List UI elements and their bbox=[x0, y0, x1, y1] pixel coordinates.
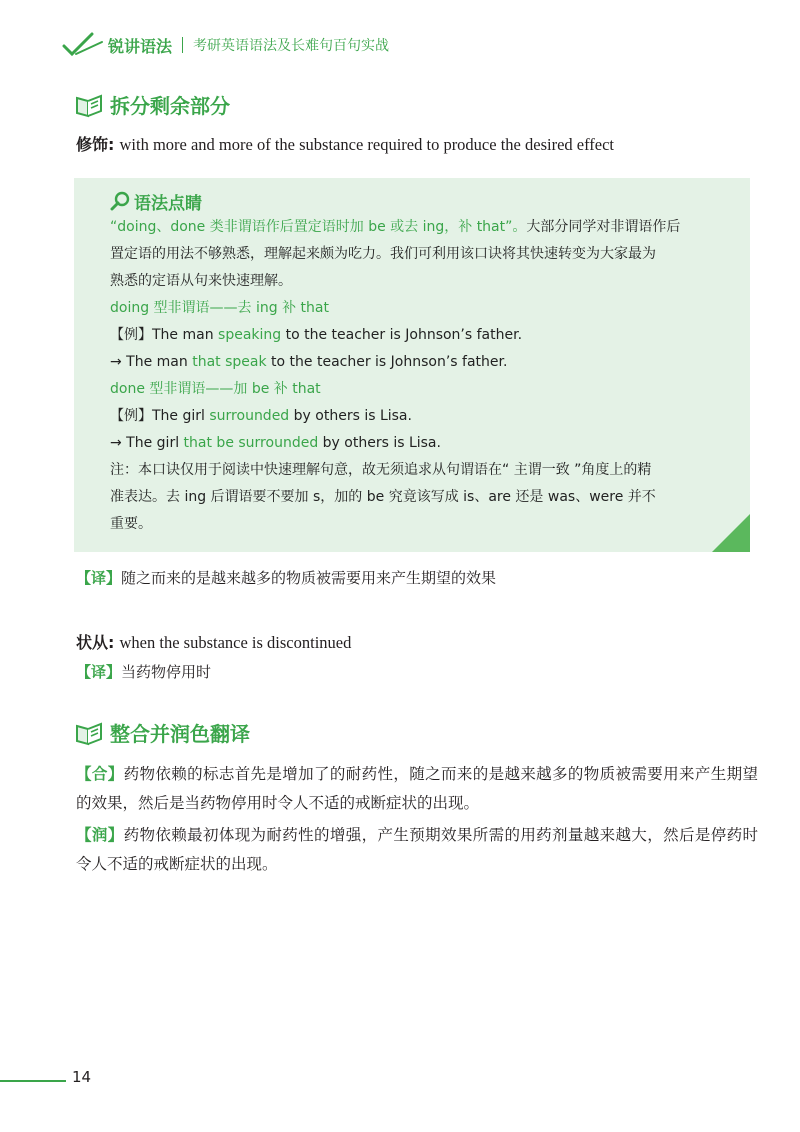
modifier-line bbox=[76, 132, 614, 155]
combined-text: 药物依赖的标志首先是增加了的耐药性，随之而来的是越来越多的物质被需要用来产生期望的效果，然后是当药物停用时令人不适的戒断症状的出现。 bbox=[76, 765, 758, 812]
footer-rule bbox=[0, 1080, 66, 1082]
book-icon bbox=[74, 720, 104, 746]
pen-check-icon bbox=[62, 32, 104, 58]
book-icon bbox=[74, 92, 104, 118]
translation-tag: 【译】 bbox=[76, 663, 122, 681]
example-2-rewrite: → The girl that be surrounded by others is Lisa. bbox=[110, 435, 441, 451]
example-1-rewrite: → The man that speak to the teacher is Johnson’s father. bbox=[110, 354, 508, 370]
section-title-text: 整合并润色翻译 bbox=[110, 722, 250, 746]
adverbial-text: when the substance is discontinued bbox=[119, 633, 352, 652]
modifier-text: with more and more of the substance required to produce the desired effect bbox=[119, 135, 615, 154]
translation-2 bbox=[76, 661, 211, 682]
note-intro-line3: 熟悉的定语从句来快速理解。 bbox=[110, 273, 292, 289]
translation-1 bbox=[76, 567, 496, 588]
translation-tag: 【译】 bbox=[76, 569, 122, 587]
combined-translation bbox=[76, 760, 758, 818]
adverbial-line bbox=[76, 630, 351, 653]
grammar-note-title-text: 语法点睛 bbox=[134, 193, 202, 214]
note-intro-line1: “doing、done 类非谓语作后置定语时加 be 或去 ing，补 that”。大部分同学对非谓语作后 bbox=[110, 219, 681, 235]
polished-translation bbox=[76, 821, 758, 879]
section-title-polish bbox=[74, 718, 250, 747]
translation-text: 当药物停用时 bbox=[121, 663, 212, 681]
doing-rule: doing 型非谓语——去 ing 补 that bbox=[110, 300, 329, 316]
note-corner-fold bbox=[712, 514, 750, 552]
grammar-note-box bbox=[74, 178, 750, 552]
note-line3: 重要。 bbox=[110, 516, 152, 532]
combined-tag: 【合】 bbox=[76, 765, 124, 783]
polished-tag: 【润】 bbox=[76, 826, 124, 844]
magnifier-icon bbox=[110, 191, 130, 211]
example-1: 【例】The man speaking to the teacher is Johnson’s father. bbox=[110, 327, 523, 343]
modifier-label: 修饰: bbox=[76, 135, 115, 154]
grammar-note-title bbox=[110, 188, 714, 214]
polished-text: 药物依赖最初体现为耐药性的增强，产生预期效果所需的用药剂量越来越大，然后是停药时令人不适的戒断症状的出现。 bbox=[76, 826, 758, 873]
section-title-split bbox=[74, 90, 230, 119]
section-title-text: 拆分剩余部分 bbox=[110, 94, 230, 118]
header-divider bbox=[182, 37, 183, 53]
done-rule: done 型非谓语——加 be 补 that bbox=[110, 381, 321, 397]
translation-text: 随之而来的是越来越多的物质被需要用来产生期望的效果 bbox=[121, 569, 497, 587]
note-line1: 注：本口诀仅用于阅读中快速理解句意，故无须追求从句谓语在“ 主谓一致 ”角度上的精 bbox=[110, 462, 652, 478]
note-line2: 准表达。去 ing 后谓语要不要加 s，加的 be 究竟该写成 is、are 还是 was、were 并不 bbox=[110, 489, 656, 505]
page-number: 14 bbox=[72, 1068, 92, 1086]
example-2: 【例】The girl surrounded by others is Lisa. bbox=[110, 408, 412, 424]
adverbial-label: 状从: bbox=[76, 633, 115, 652]
note-intro-line2: 置定语的用法不够熟悉，理解起来颇为吃力。我们可利用该口诀将其快速转变为大家最为 bbox=[110, 246, 656, 262]
running-header bbox=[62, 30, 389, 60]
brand-name: 锐讲语法 bbox=[108, 36, 173, 56]
book-title: 考研英语语法及长难句百句实战 bbox=[193, 38, 390, 54]
